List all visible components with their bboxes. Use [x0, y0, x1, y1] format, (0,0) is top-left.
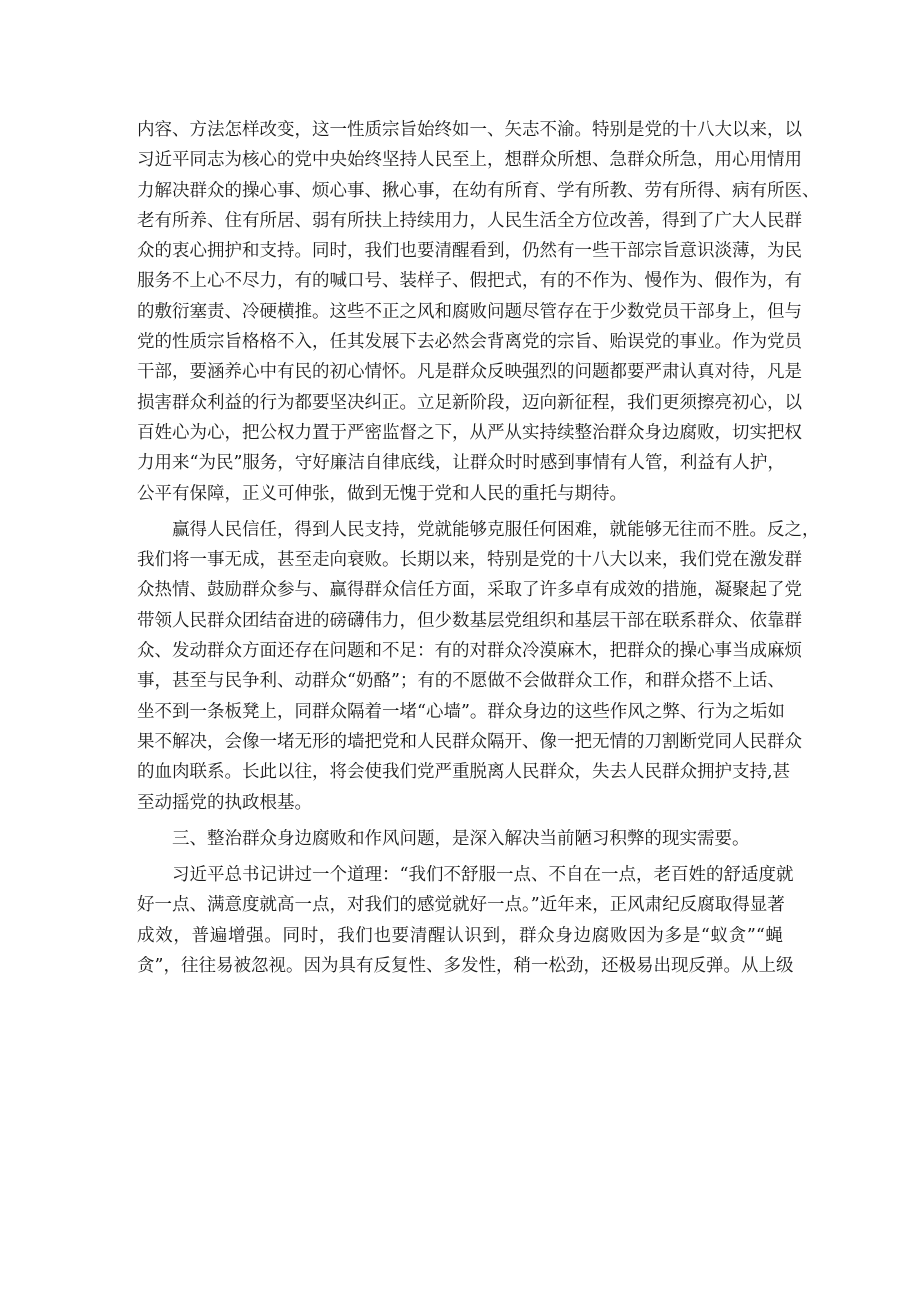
paragraph [137, 860, 794, 981]
text-line: 坐不到一条板凳上，同群众隔着一堵“心墙”。群众身边的这些作风之弊、行为之垢如 [137, 701, 785, 722]
paragraph [137, 515, 820, 818]
text-line: 的血肉联系。长此以往，将会使我们党严重脱离人民群众，失去人民群众拥护支持,甚 [137, 762, 791, 783]
text-line: 党的性质宗旨格格不入，任其发展下去必然会背离党的宗旨、贻误党的事业。作为党员 [137, 332, 802, 353]
text-line: 果不解决，会像一堵无形的墙把党和人民群众隔开、像一把无情的刀割断党同人民群众 [137, 731, 802, 752]
text-line: 赢得人民信任，得到人民支持，党就能够克服任何困难，就能够无往而不胜。反之， [172, 519, 820, 540]
text-line: 三、整治群众身边腐败和作风问题，是深入解决当前陋习积弊的现实需要。 [172, 828, 750, 849]
paragraph [137, 824, 783, 854]
text-line: 力用来“为民”服务，守好廉洁自律底线，让群众时时感到事情有人管，利益有人护， [137, 453, 785, 474]
text-line: 力解决群众的操心事、烦心事、揪心事，在幼有所育、学有所教、劳有所得、病有所医、 [137, 180, 820, 201]
text-line: 习近平总书记讲过一个道理：“我们不舒服一点、不自在一点，老百姓的舒适度就 [172, 865, 794, 886]
text-line: 内容、方法怎样改变，这一性质宗旨始终如一、矢志不渝。特别是党的十八大以来，以 [137, 120, 802, 140]
text-line: 带领人民群众团结奋进的磅礴伟力，但少数基层党组织和基层干部在联系群众、依靠群 [137, 610, 802, 631]
text-line: 至动摇党的执政根基。 [137, 792, 312, 813]
text-line: 众的衷心拥护和支持。同时，我们也要清醒看到，仍然有一些干部宗旨意识淡薄，为民 [137, 241, 802, 262]
text-line: 老有所养、住有所居、弱有所扶上持续用力，人民生活全方位改善，得到了广大人民群 [137, 210, 802, 231]
text-line: 好一点、满意度就高一点，对我们的感觉就好一点。”近年来，正风肃纪反腐取得显著 [137, 895, 785, 916]
text-line: 公平有保障，正义可伸张，做到无愧于党和人民的重托与期待。 [137, 483, 627, 504]
text-line: 习近平同志为核心的党中央始终坚持人民至上，想群众所想、急群众所急，用心用情用 [137, 150, 802, 171]
text-line: 贪”，往往易被忽视。因为具有反复性、多发性，稍一松劲，还极易出现反弹。从上级 [137, 956, 794, 977]
document-body [137, 115, 820, 987]
text-line: 百姓心为心，把公权力置于严密监督之下，从严从实持续整治群众身边腐败，切实把权 [137, 422, 802, 443]
text-line: 事，甚至与民争利、动群众“奶酪”；有的不愿做不会做群众工作，和群众搭不上话、 [137, 671, 785, 692]
text-line: 损害群众利益的行为都要坚决纠正。立足新阶段，迈向新征程，我们更须擦亮初心，以 [137, 392, 802, 413]
text-line: 干部，要涵养心中有民的初心情怀。凡是群众反映强烈的问题都要严肃认真对待，凡是 [137, 362, 802, 383]
text-line: 成效，普遍增强。同时，我们也要清醒认识到，群众身边腐败因为多是“蚁贪”“蝇 [137, 925, 783, 946]
text-line: 众热情、鼓励群众参与、赢得群众信任方面，采取了许多卓有成效的措施，凝聚起了党 [137, 580, 802, 601]
text-line: 我们将一事无成，甚至走向衰败。长期以来，特别是党的十八大以来，我们党在激发群 [137, 550, 802, 571]
text-line: 众、发动群众方面还存在问题和不足：有的对群众冷漠麻木，把群众的操心事当成麻烦 [137, 641, 802, 662]
text-line: 的敷衍塞责、冷硬横推。这些不正之风和腐败问题尽管存在于少数党员干部身上，但与 [137, 301, 802, 322]
text-line: 服务不上心不尽力，有的喊口号、装样子、假把式，有的不作为、慢作为、假作为，有 [137, 271, 802, 292]
paragraph [137, 115, 820, 509]
